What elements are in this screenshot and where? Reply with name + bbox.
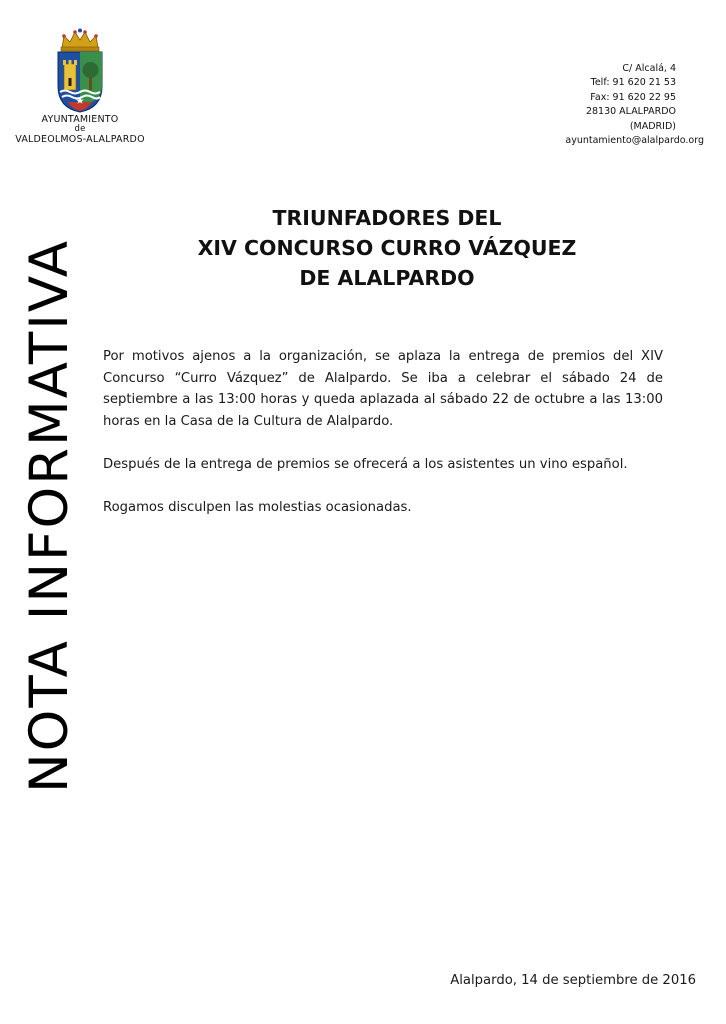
contact-fax: Fax: 91 620 22 95: [590, 91, 676, 103]
body-paragraph-3: Rogamos disculpen las molestias ocasionadas.: [103, 500, 412, 516]
document-body: [103, 346, 663, 540]
body-paragraph-2: Después de la entrega de premios se ofrecerá a los asistentes un vino español.: [103, 456, 628, 472]
logo-municipality-name: VALDEOLMOS-ALALPARDO: [15, 134, 145, 145]
contact-phone: Telf: 91 620 21 53: [590, 77, 676, 89]
coat-of-arms-icon: [50, 28, 110, 114]
title-line-3: DE ALALPARDO: [299, 266, 475, 290]
logo-de: de: [74, 124, 86, 134]
contact-block: [565, 62, 704, 148]
municipality-logo: [0, 28, 160, 145]
document-date: Alalpardo, 14 de septiembre de 2016: [450, 973, 696, 988]
title-line-2: XIV CONCURSO CURRO VÁZQUEZ: [197, 236, 577, 260]
document-title: [110, 203, 664, 293]
vertical-banner: NOTA INFORMATIVA: [19, 238, 80, 794]
contact-postal: 28130 ALALPARDO: [585, 106, 676, 118]
body-paragraph-1: Por motivos ajenos a la organización, se aplaza la entrega de premios del XIV Concurso “Curro Vázquez” de Alalpardo. Se iba a celebrar el sábado 24 de septiembre a las 13:00 horas y queda aplazada al sábado 22 de octubre a las 13:00 horas en la Casa de la Cultura de Alalpardo.: [103, 349, 663, 429]
title-line-1: TRIUNFADORES DEL: [272, 206, 502, 230]
contact-address: C/ Alcalá, 4: [622, 63, 676, 74]
logo-ayuntamiento: AYUNTAMIENTO: [41, 114, 119, 125]
contact-email[interactable]: ayuntamiento@alalpardo.org: [565, 135, 704, 147]
contact-region: (MADRID): [629, 120, 676, 132]
